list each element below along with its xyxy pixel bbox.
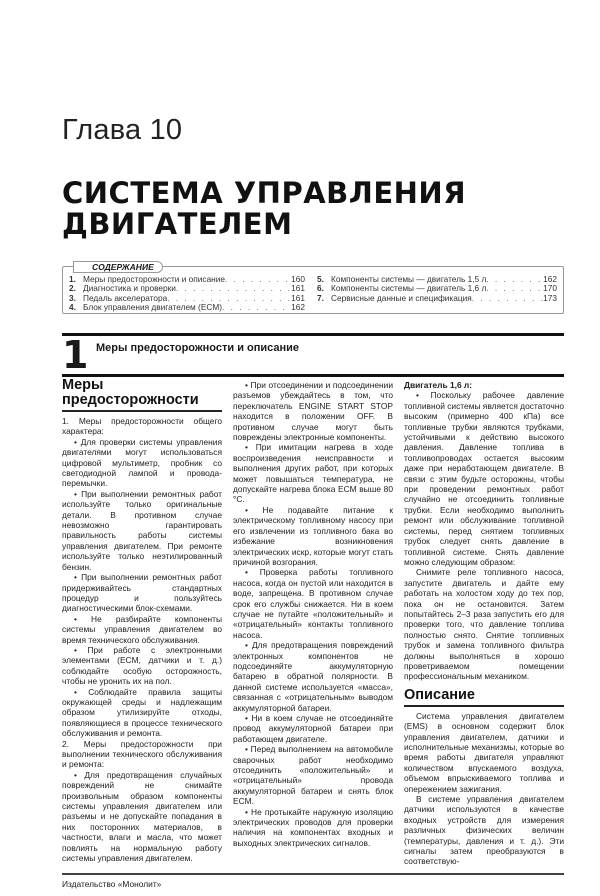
- column-3: [404, 380, 564, 867]
- toc-item-number: 5.: [317, 275, 324, 284]
- paragraph: Система управления двигателем (EMS) в основном содержит блок управления двигателем, датчики и исполнительные механизмы, которые во время работы двигателя управляют количеством впускаемого воздуха, объемом впрыскиваемого топлива и опережением зажигания.: [404, 710, 564, 794]
- publisher-footer: Издательство «Монолит»: [62, 878, 162, 889]
- toc-label: СОДЕРЖАНИЕ: [73, 261, 163, 273]
- toc-item-number: 4.: [69, 303, 76, 313]
- toc-item-number: 7.: [317, 293, 324, 303]
- paragraph: • Для предотвращения повреждений электронных компонентов не подсоединяйте аккумуляторную батарею в обратной полярности. В данной системе используется «масса», связанная с «отрицательным» выводом аккумуляторной батареи.: [233, 640, 393, 713]
- paragraph: • При работе с электронными элементами (ECM, датчики и т. д.) соблюдайте особую осторожность, чтобы не уронить их на пол.: [62, 644, 222, 687]
- description-paragraphs: [404, 711, 564, 867]
- column-1: [62, 378, 222, 863]
- title-line-2: ДВИГАТЕЛЕМ: [62, 207, 293, 241]
- toc-item-number: 1.: [69, 275, 76, 284]
- toc-item-title: Сервисные данные и спецификация: [331, 293, 472, 303]
- main-content: [62, 0, 564, 896]
- paragraph: • При имитации нагрева в ходе воспроизведения неисправности и выполнения других работ, при которых может повышаться температура, не допускайте нагрева блока ECM выше 80 °C.: [233, 442, 393, 505]
- paragraph: • Не протыкайте наружную изоляцию электрических проводов для проверки наличия на компонентах входных и выходных электрических сигналов.: [233, 806, 393, 848]
- heading-description: Описание: [404, 688, 564, 707]
- paragraph: • При отсоединении и подсоединении разъемов убеждайтесь в том, что переключатель ENGINE START STOP находится в положении OFF. В противном случае могут быть повреждены электронные компоненты.: [233, 380, 393, 443]
- paragraph: 2. Меры предосторожности при выполнении технического обслуживания и ремонта:: [62, 738, 222, 770]
- toc-item-page: 162: [543, 275, 557, 284]
- column-3-paragraphs: [404, 390, 564, 681]
- section-title: Меры предосторожности и описание: [96, 342, 300, 354]
- toc-item-title: Компоненты системы — двигатель 1,6 л: [331, 284, 487, 294]
- paragraph: • Не подавайте питание к электрическому топливному насосу при его извлечении из топливного бака во избежание возникновения электрических искр, которые могут стать причиной возгорания.: [233, 504, 393, 567]
- column-1-paragraphs: [62, 416, 222, 863]
- toc-item-title: Компоненты системы — двигатель 1,5 л: [331, 275, 487, 284]
- paragraph: • Проверка работы топливного насоса, когда он пустой или находится в воде, запрещена. В противном случае срок его службы снижается. Ни в коем случае не путайте «положительный» и «отрицательный» контакты топливного насоса.: [233, 567, 393, 640]
- title-line-1: СИСТЕМА УПРАВЛЕНИЯ: [62, 176, 467, 210]
- toc-item-title: Меры предосторожности и описание: [83, 275, 226, 284]
- toc-item-page: 162: [291, 303, 305, 313]
- toc-item-title: Блок управления двигателем (ECM): [83, 303, 223, 313]
- toc-item-number: 2.: [69, 284, 76, 294]
- paragraph: • Ни в коем случае не отсоединяйте провод аккумуляторной батареи при работающем двигателе.: [233, 713, 393, 744]
- toc-item-title: Диагностика и проверки: [83, 284, 176, 294]
- paragraph: • Поскольку рабочее давление топливной системы является достаточно высоким (примерно 400 кПа) все топливные трубки являются трубками, устойчивыми к действию высокого давления. Давление топлива в топливопроводах остается высоким даже при неработающем двигателе. В связи с этим будьте осторожны, чтобы при проведении ремонтных работ случайно не отсоединить топливные трубки. Если необходимо выполнить ремонт или обслуживание топливной системы, перед снятием топливных трубок следует снять давление в топливной системе. Снять давление можно следующим образом:: [404, 390, 564, 567]
- paragraph: В системе управления двигателем датчики используются в качестве входных устройств для измерения различных физических величин (температуры, давления и т. д.). Эти сигналы затем преобразуются в соответствую-: [404, 794, 564, 867]
- section-number: 1: [62, 333, 89, 377]
- paragraph: 1. Меры предосторожности общего характера:: [62, 416, 222, 437]
- footer-rule: [62, 873, 564, 875]
- paragraph: • Не разбирайте компоненты системы управления двигателем во время технического обслуживания.: [62, 613, 222, 645]
- paragraph: • При выполнении ремонтных работ придерживайтесь стандартных процедур и пользуйтесь диагностическими блок-схемами.: [62, 572, 222, 614]
- toc-item-page: 170: [543, 284, 557, 294]
- paragraph: • Соблюдайте правила защиты окружающей среды и надлежащим образом утилизируйте отходы, появляющиеся в процессе технического обслуживания и ремонта.: [62, 686, 222, 739]
- paragraph: • Перед выполнением на автомобиле сварочных работ необходимо отсоединить «положительный» и «отрицательный» провода аккумуляторной батареи и снять блок ECM.: [233, 744, 393, 807]
- column-2: [233, 380, 393, 848]
- paragraph: • При выполнении ремонтных работ используйте только оригинальные детали. В противном случае невозможно гарантировать правильность работы системы управления двигателем. При ремонте используйте только неэтилированный бензин.: [62, 488, 222, 572]
- chapter-label: Глава 10: [62, 114, 183, 146]
- toc-item-number: 3.: [69, 293, 76, 303]
- toc-item-page: 161: [291, 284, 305, 294]
- toc-item-title: Педаль акселератора: [83, 293, 168, 303]
- text-columns: [62, 378, 564, 867]
- engine-label: Двигатель 1,6 л:: [404, 380, 473, 390]
- paragraph: Снимите реле топливного насоса, запустите двигатель и дайте ему работать на холостом ходу до тех пор, пока он не остановится. Затем попытайтесь 2–3 раза запустить его для проверки того, что давление топлива полностью снято. Снятие топливных трубок и замена топливного фильтра должны выполняться в хорошо проветриваемом помещении профессиональным механиком.: [404, 567, 564, 682]
- paragraph: • Для предотвращения случайных повреждений не снимайте произвольным образом компоненты системы управления двигателем или разъемы и не допускайте попадания в них посторонних материалов, в частности, влаги и масла, что может повлиять на нормальную работу системы управления двигателем.: [62, 769, 222, 864]
- toc-item-page: 161: [291, 293, 305, 303]
- column-2-paragraphs: [233, 380, 393, 848]
- toc-item-page: 173: [543, 293, 557, 303]
- toc-item-number: 6.: [317, 284, 324, 294]
- paragraph: • Для проверки системы управления двигателями могут использоваться цифровой мультиметр, пробник со светодиодной лампой и провода-перемычки.: [62, 436, 222, 489]
- heading-precautions: Меры предосторожности: [62, 378, 222, 412]
- toc-item-page: 160: [291, 275, 305, 284]
